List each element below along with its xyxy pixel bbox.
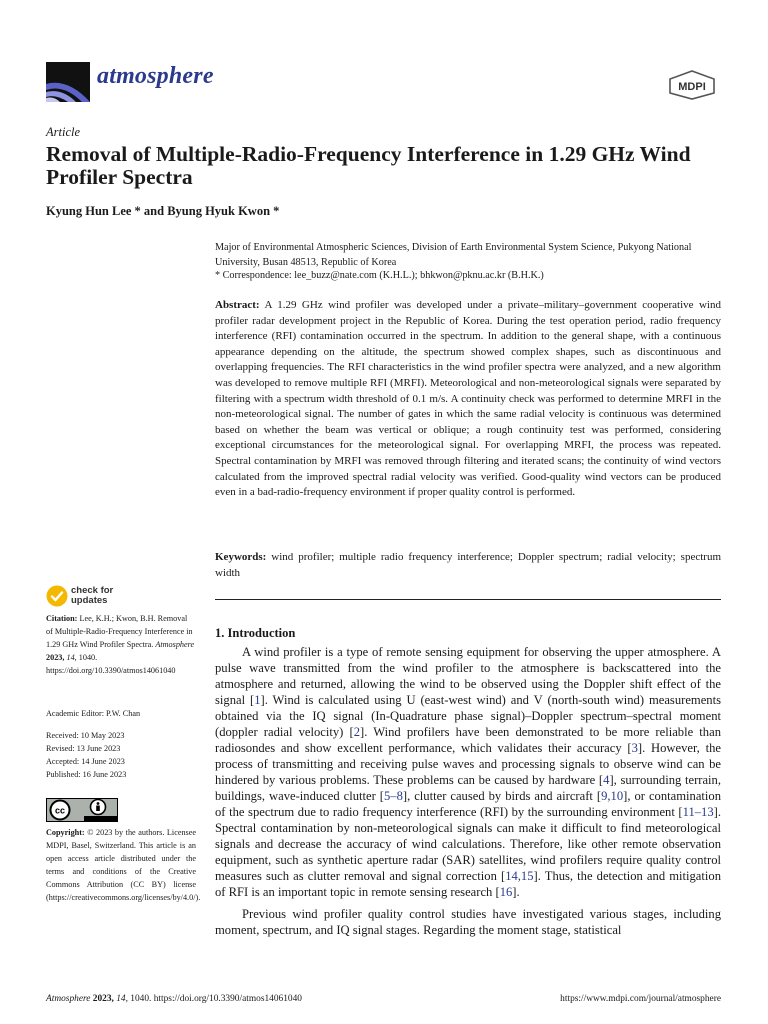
section-divider bbox=[215, 599, 721, 600]
mdpi-logo-icon bbox=[668, 70, 716, 100]
para-text: ]. bbox=[512, 885, 520, 899]
citation-volume: 14, bbox=[66, 653, 77, 662]
reference-link[interactable]: 14,15 bbox=[505, 869, 534, 883]
citation-journal: Atmosphere bbox=[155, 640, 195, 649]
footer-citation bbox=[46, 994, 302, 1004]
keywords-label: Keywords: bbox=[215, 551, 267, 563]
academic-editor: Academic Editor: P.W. Chan bbox=[46, 709, 141, 718]
footer-journal: Atmosphere bbox=[46, 994, 91, 1004]
footer-year: 2023, bbox=[92, 994, 114, 1004]
copyright-label: Copyright: bbox=[46, 828, 85, 837]
svg-text:cc: cc bbox=[54, 805, 66, 816]
reference-link[interactable]: 2 bbox=[353, 725, 360, 739]
reference-link[interactable]: 11–13 bbox=[682, 805, 714, 819]
para-text: ]. Wind is calculated using U (east-west wind) and V (north-south wind) measurements obtained via the IQ signal (In-Quadrature phase signal)–Doppler spectrum–spectral moment (doppler radial velocity) [ bbox=[215, 693, 721, 739]
reference-link[interactable]: 4 bbox=[603, 773, 610, 787]
paper-title: Removal of Multiple-Radio-Frequency Interference in 1.29 GHz Wind Profiler Spectra bbox=[46, 142, 691, 189]
abstract bbox=[215, 298, 721, 501]
abstract-label: Abstract: bbox=[215, 299, 260, 311]
keywords-text: wind profiler; multiple radio frequency interference; Doppler spectrum; radial velocity; spectrum width bbox=[215, 551, 722, 579]
citation-year: 2023, bbox=[46, 653, 65, 662]
intro-paragraph-2: Previous wind profiler quality control studies have investigated various stages, including moment, spectrum, and IQ signal stages. Regarding the moment stage, statistical bbox=[215, 907, 721, 937]
para-text: ], or contamination of the spectrum due to radio frequency interference (RFI) by the surrounding environment [ bbox=[215, 789, 721, 819]
date-published: Published: 16 June 2023 bbox=[46, 770, 127, 779]
para-text: ]. However, the process of transmitting and receiving pulse waves and processing signals to observe wind can be hindered by various problems. These problems can be caused by hardware [ bbox=[215, 741, 721, 787]
citation-doi[interactable]: 1040. https://doi.org/10.3390/atmos14061040 bbox=[46, 653, 176, 675]
para-text: A wind profiler is a type of remote sensing equipment for observing the upper atmosphere. A pulse wave transmitted from the wind profiler to the atmosphere is backscattered into the atmosphere and returned, allowing the wind to be observed using the Doppler shift effect of the signal [ bbox=[215, 645, 721, 707]
keywords bbox=[215, 550, 721, 581]
copyright-notice bbox=[46, 826, 201, 904]
date-revised: Revised: 13 June 2023 bbox=[46, 744, 121, 753]
citation-label: Citation: bbox=[46, 614, 78, 623]
affiliation: Major of Environmental Atmospheric Sciences, Division of Earth Environmental System Science, Pukyong National University, Busan 48513, Republic of Korea bbox=[215, 242, 692, 268]
citation bbox=[46, 612, 196, 677]
footer-volume: 14, bbox=[116, 994, 128, 1004]
para-text: ]. Thus, the detection and mitigation of RFI is an important topic in remote sensing research [ bbox=[215, 869, 721, 899]
check-line-1: check for bbox=[71, 585, 114, 596]
reference-link[interactable]: 1 bbox=[254, 693, 261, 707]
mdpi-logo-text: MDPI bbox=[678, 81, 706, 93]
para-text: ], clutter caused by birds and aircraft [ bbox=[402, 789, 602, 803]
citation-text: Lee, K.H.; Kwon, B.H. Removal of Multiple-Radio-Frequency Interference in 1.29 GHz Wind Profiler Spectra. bbox=[46, 614, 193, 649]
para-text: ]. Wind profilers have been demonstrated to be more reliable than radiosondes and show excellent performance, which validates their accuracy [ bbox=[215, 725, 721, 755]
reference-link[interactable]: 3 bbox=[631, 741, 638, 755]
para-text: ], surrounding terrain, buildings, wave-induced clutter [ bbox=[215, 773, 722, 803]
reference-link[interactable]: 16 bbox=[499, 885, 513, 899]
authors: Kyung Hun Lee * and Byung Hyuk Kwon * bbox=[46, 204, 280, 218]
footer-doi[interactable]: 1040. https://doi.org/10.3390/atmos14061040 bbox=[130, 994, 302, 1004]
footer-journal-url[interactable]: https://www.mdpi.com/journal/atmosphere bbox=[560, 994, 721, 1004]
check-line-2: updates bbox=[71, 595, 108, 606]
dates bbox=[46, 729, 196, 781]
cc-by-license-icon[interactable] bbox=[46, 798, 118, 822]
article-type: Article bbox=[46, 125, 81, 139]
copyright-text: © 2023 by the authors. Licensee MDPI, Basel, Switzerland. This article is an open access article distributed under the terms and conditions of the Creative Commons Attribution (CC BY) license (https://creativecommons.org/licenses/by/4.0/). bbox=[46, 828, 201, 902]
para-text: ]. Spectral contamination by non-meteorological signals can make it difficult to find meteorological signals and decrease the accuracy of wind calculations. Therefore, like other remote observation equipment, such as synthetic aperture radar (SAR) satellites, wind profilers require quality control measures such as clutter removal and signal correction [ bbox=[215, 805, 721, 883]
journal-name: atmosphere bbox=[97, 63, 214, 89]
date-received: Received: 10 May 2023 bbox=[46, 731, 125, 740]
section-heading-introduction: 1. Introduction bbox=[215, 626, 296, 640]
date-accepted: Accepted: 14 June 2023 bbox=[46, 757, 125, 766]
intro-paragraph-1 bbox=[215, 644, 721, 900]
correspondence: * Correspondence: lee_buzz@nate.com (K.H.L.); bhkwon@pknu.ac.kr (B.H.K.) bbox=[215, 270, 544, 281]
reference-link[interactable]: 5–8 bbox=[384, 789, 403, 803]
abstract-text: A 1.29 GHz wind profiler was developed under a private–military–government cooperative wind profiler radar development project in the Republic of Korea. During the test operation period, radio frequency interference (RFI) contamination occurred in the spectrum. In addition to the general shape, with a continuous appearance depending on the altitude, the spectrum showed complex shapes, such as discontinuous and overlapping frequencies. The RFI characteristics in the wind profiler spectra were analyzed, and a new algorithm was developed to remove multiple RFI (MRFI). Meteorological and non-meteorological signals were separated by filtering with a spectrum width threshold of 0.1 m/s. A continuity check was performed to determine MRFI in the non-meteorological signal. The number of gates in which the same radial velocity is continuous was determined based on whether the beam was vertical or oblique; a rough continuity test was performed, considering exceptional circumstances for the meteorological signal. For overlapping MRFI, the process was repeated. Spectral contamination by MRFI was removed through filtering and iterated scans; the continuity of wind vectors calculated from the improved spectral radial velocity was verified. Good-quality wind vectors can be produced even in a bad-radio-frequency environment if proper quality control is performed. bbox=[215, 299, 721, 499]
check-for-updates-button[interactable] bbox=[46, 585, 146, 609]
reference-link[interactable]: 9,10 bbox=[601, 789, 624, 803]
journal-logo-icon bbox=[46, 62, 90, 102]
check-for-updates-icon bbox=[46, 585, 68, 607]
